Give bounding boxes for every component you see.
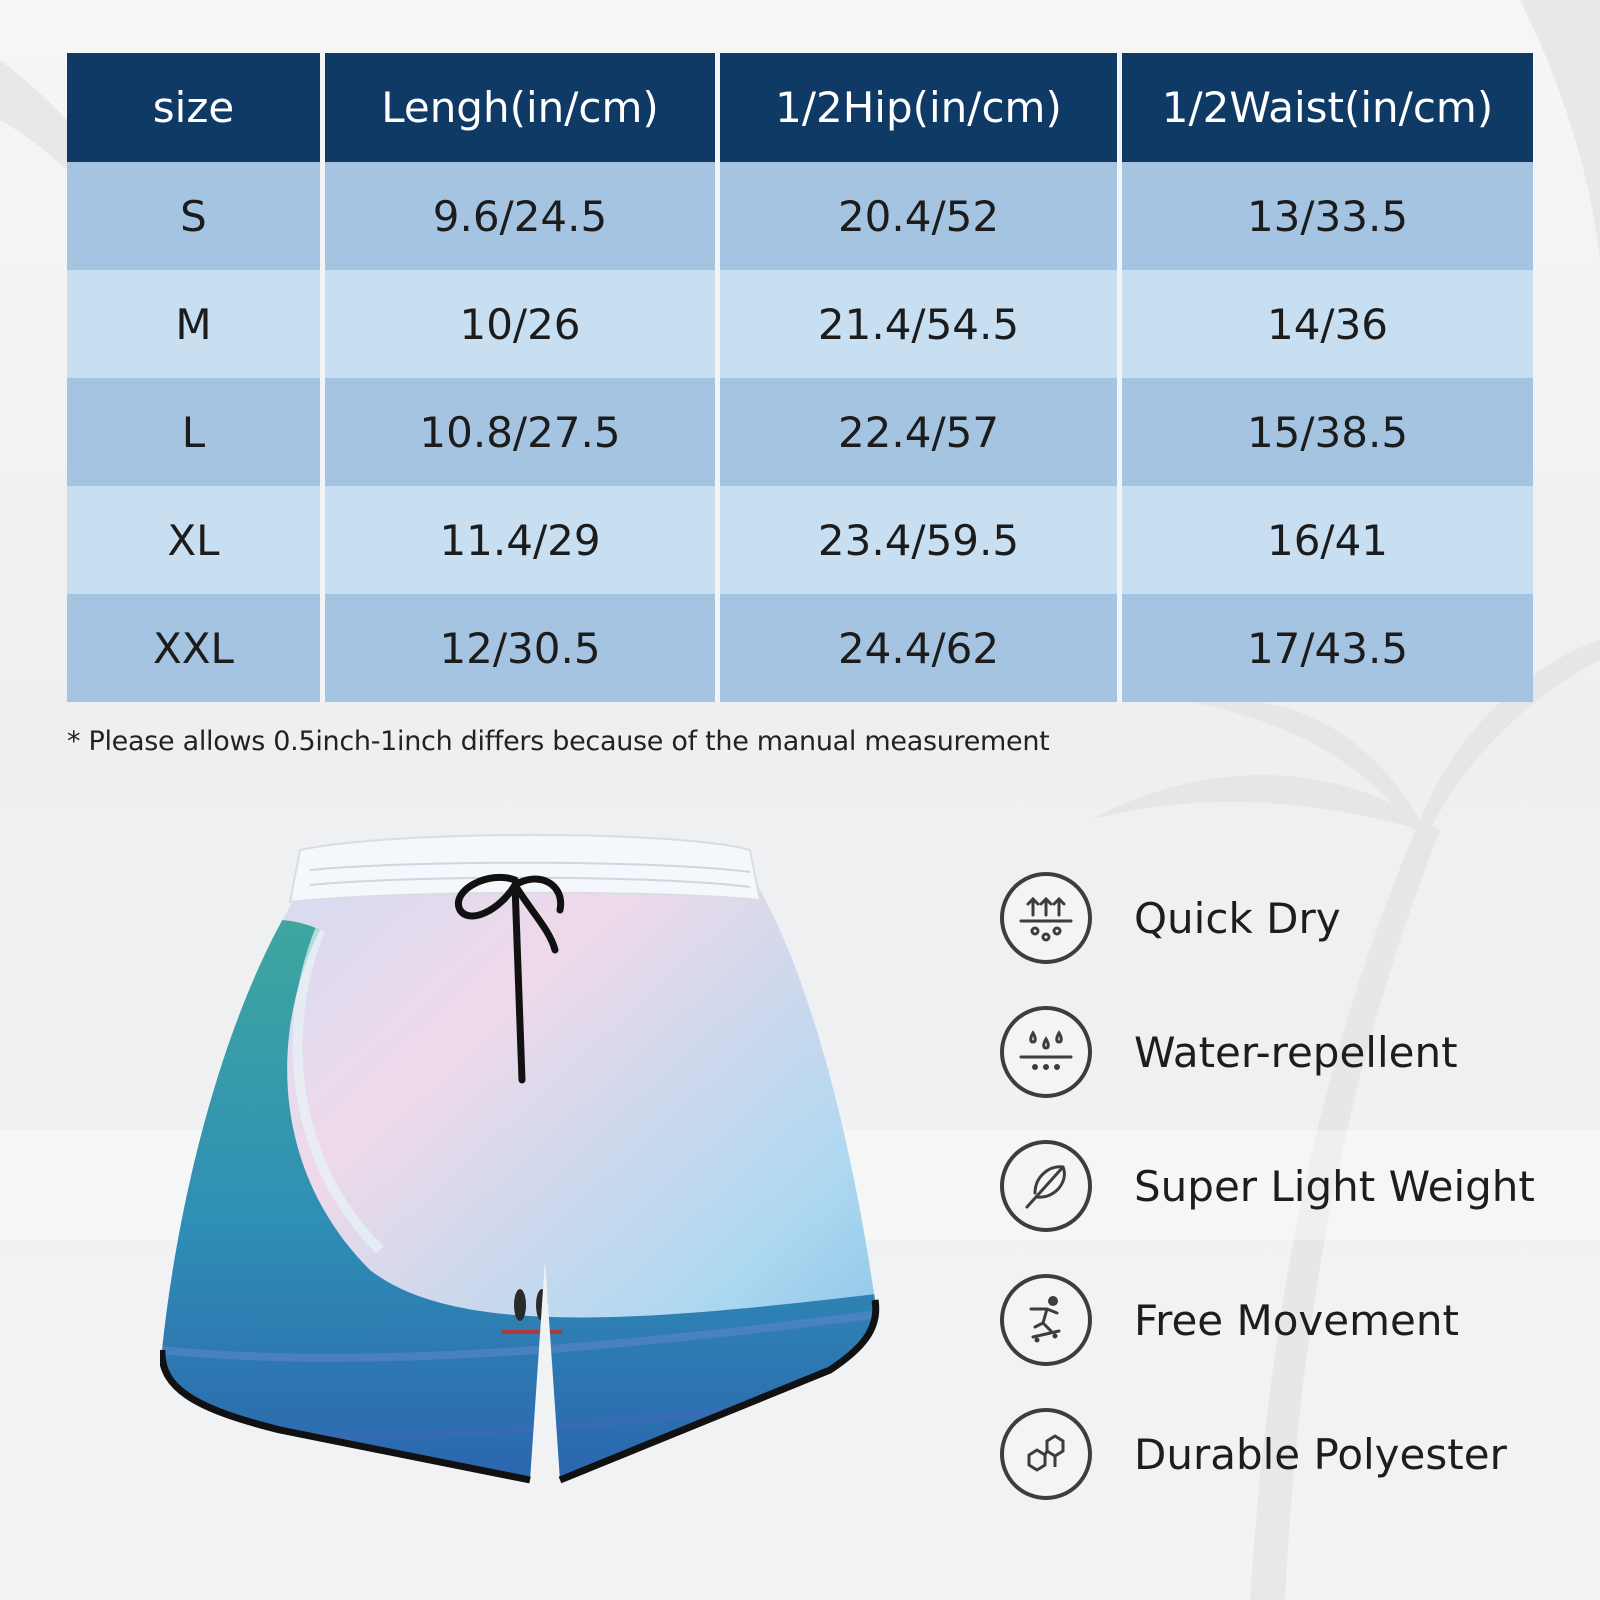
feature-item-light-weight [1000,1138,1590,1234]
table-row [67,378,1533,486]
cell-half-hip: 20.4/52 [720,162,1122,270]
feature-item-durable-polyester [1000,1406,1590,1502]
header-half-waist: 1/2Waist(in/cm) [1122,53,1533,162]
table-row [67,162,1533,270]
feature-item-water-repellent [1000,1004,1590,1100]
cell-half-waist: 13/33.5 [1122,162,1533,270]
feature-item-free-movement [1000,1272,1590,1368]
table-header-row [67,53,1533,162]
molecule-icon [1000,1408,1092,1500]
cell-length: 11.4/29 [325,486,720,594]
feather-icon [1000,1140,1092,1232]
header-length: Lengh(in/cm) [325,53,720,162]
cell-length: 12/30.5 [325,594,720,702]
cell-half-waist: 16/41 [1122,486,1533,594]
feature-label: Super Light Weight [1134,1161,1535,1211]
cell-size: S [67,162,325,270]
skater-icon [1000,1274,1092,1366]
cell-length: 10/26 [325,270,720,378]
cell-half-waist: 14/36 [1122,270,1533,378]
cell-half-waist: 17/43.5 [1122,594,1533,702]
header-size: size [67,53,325,162]
quick-dry-icon [1000,872,1092,964]
cell-size: L [67,378,325,486]
feature-label: Quick Dry [1134,893,1341,943]
product-shorts-image [160,830,910,1520]
table-row [67,270,1533,378]
cell-half-hip: 22.4/57 [720,378,1122,486]
table-row [67,486,1533,594]
measurement-note: * Please allows 0.5inch-1inch differs because of the manual measurement [67,726,1050,757]
cell-half-waist: 15/38.5 [1122,378,1533,486]
water-repellent-icon [1000,1006,1092,1098]
cell-length: 9.6/24.5 [325,162,720,270]
feature-item-quick-dry [1000,870,1590,966]
cell-length: 10.8/27.5 [325,378,720,486]
cell-size: XL [67,486,325,594]
feature-label: Durable Polyester [1134,1429,1507,1479]
cell-half-hip: 21.4/54.5 [720,270,1122,378]
table-row [67,594,1533,702]
cell-size: M [67,270,325,378]
feature-label: Water-repellent [1134,1027,1458,1077]
cell-half-hip: 23.4/59.5 [720,486,1122,594]
size-chart-table [67,53,1533,702]
cell-half-hip: 24.4/62 [720,594,1122,702]
feature-label: Free Movement [1134,1295,1459,1345]
header-half-hip: 1/2Hip(in/cm) [720,53,1122,162]
cell-size: XXL [67,594,325,702]
